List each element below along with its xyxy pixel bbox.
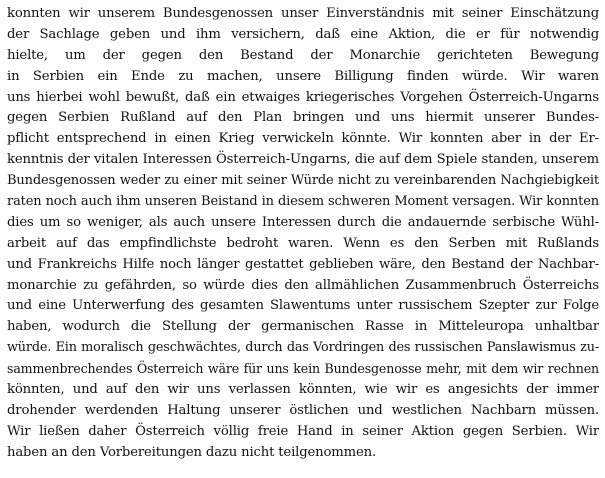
text-line: pflicht entsprechend in einen Krieg verwickeln könnte. Wir konnten aber in der Er- — [7, 131, 599, 147]
text-line: uns hierbei wohl bewußt, daß ein etwaiges kriegerisches Vorgehen Österreich-Ungarns — [7, 89, 599, 105]
text-line: monarchie zu gefährden, so würde dies den allmählichen Zusammenbruch Österreichs — [7, 277, 599, 293]
text-line: sammenbrechendes Österreich wäre für uns kein Bundesgenosse mehr, mit dem wir rechnen — [7, 361, 599, 377]
text-line: der Sachlage geben und ihm versichern, daß eine Aktion, die er für notwendig — [7, 26, 599, 42]
text-line: kenntnis der vitalen Interessen Österreich-Ungarns, die auf dem Spiele standen, unserem — [7, 152, 599, 168]
text-line-last: haben an den Vorbereitungen dazu nicht teilgenommen. — [7, 444, 377, 460]
text-line: raten noch auch ihm unseren Beistand in diesem schweren Moment versagen. Wir konnten — [7, 194, 599, 210]
text-line: gegen Serbien Rußland auf den Plan bringen und uns hiermit unserer Bundes- — [7, 110, 599, 126]
text-line: und Frankreichs Hilfe noch länger gestattet geblieben wäre, den Bestand der Nachbar- — [7, 256, 599, 272]
text-line: dies um so weniger, als auch unsere Interessen durch die andauernde serbische Wühl- — [7, 214, 599, 230]
text-line: würde. Ein moralisch geschwächtes, durch das Vordringen des russischen Panslawismus zu- — [7, 340, 599, 356]
text-line: Bundesgenossen weder zu einer mit seiner Würde nicht zu vereinbarenden Nachgiebigkeit — [7, 173, 599, 189]
text-line: könnten, und auf den wir uns verlassen könnten, wie wir es angesichts der immer — [7, 382, 599, 398]
text-line: Wir ließen daher Österreich völlig freie Hand in seiner Aktion gegen Serbien. Wir — [7, 423, 599, 439]
text-line: arbeit auf das empfindlichste bedroht waren. Wenn es den Serben mit Rußlands — [7, 235, 599, 251]
text-line: haben, wodurch die Stellung der germanischen Rasse in Mitteleuropa unhaltbar — [7, 319, 599, 335]
text-line: und eine Unterwerfung des gesamten Slawentums unter russischem Szepter zur Folge — [7, 298, 599, 314]
body-text — [7, 4, 599, 464]
text-line: hielte, um der gegen den Bestand der Monarchie gerichteten Bewegung — [7, 47, 599, 63]
text-line: konnten wir unserem Bundesgenossen unser Einverständnis mit seiner Einschätzung — [7, 6, 599, 21]
text-line: drohender werdenden Haltung unserer östlichen und westlichen Nachbarn müssen. — [7, 402, 599, 418]
text-line: in Serbien ein Ende zu machen, unsere Billigung finden würde. Wir waren — [7, 68, 599, 84]
